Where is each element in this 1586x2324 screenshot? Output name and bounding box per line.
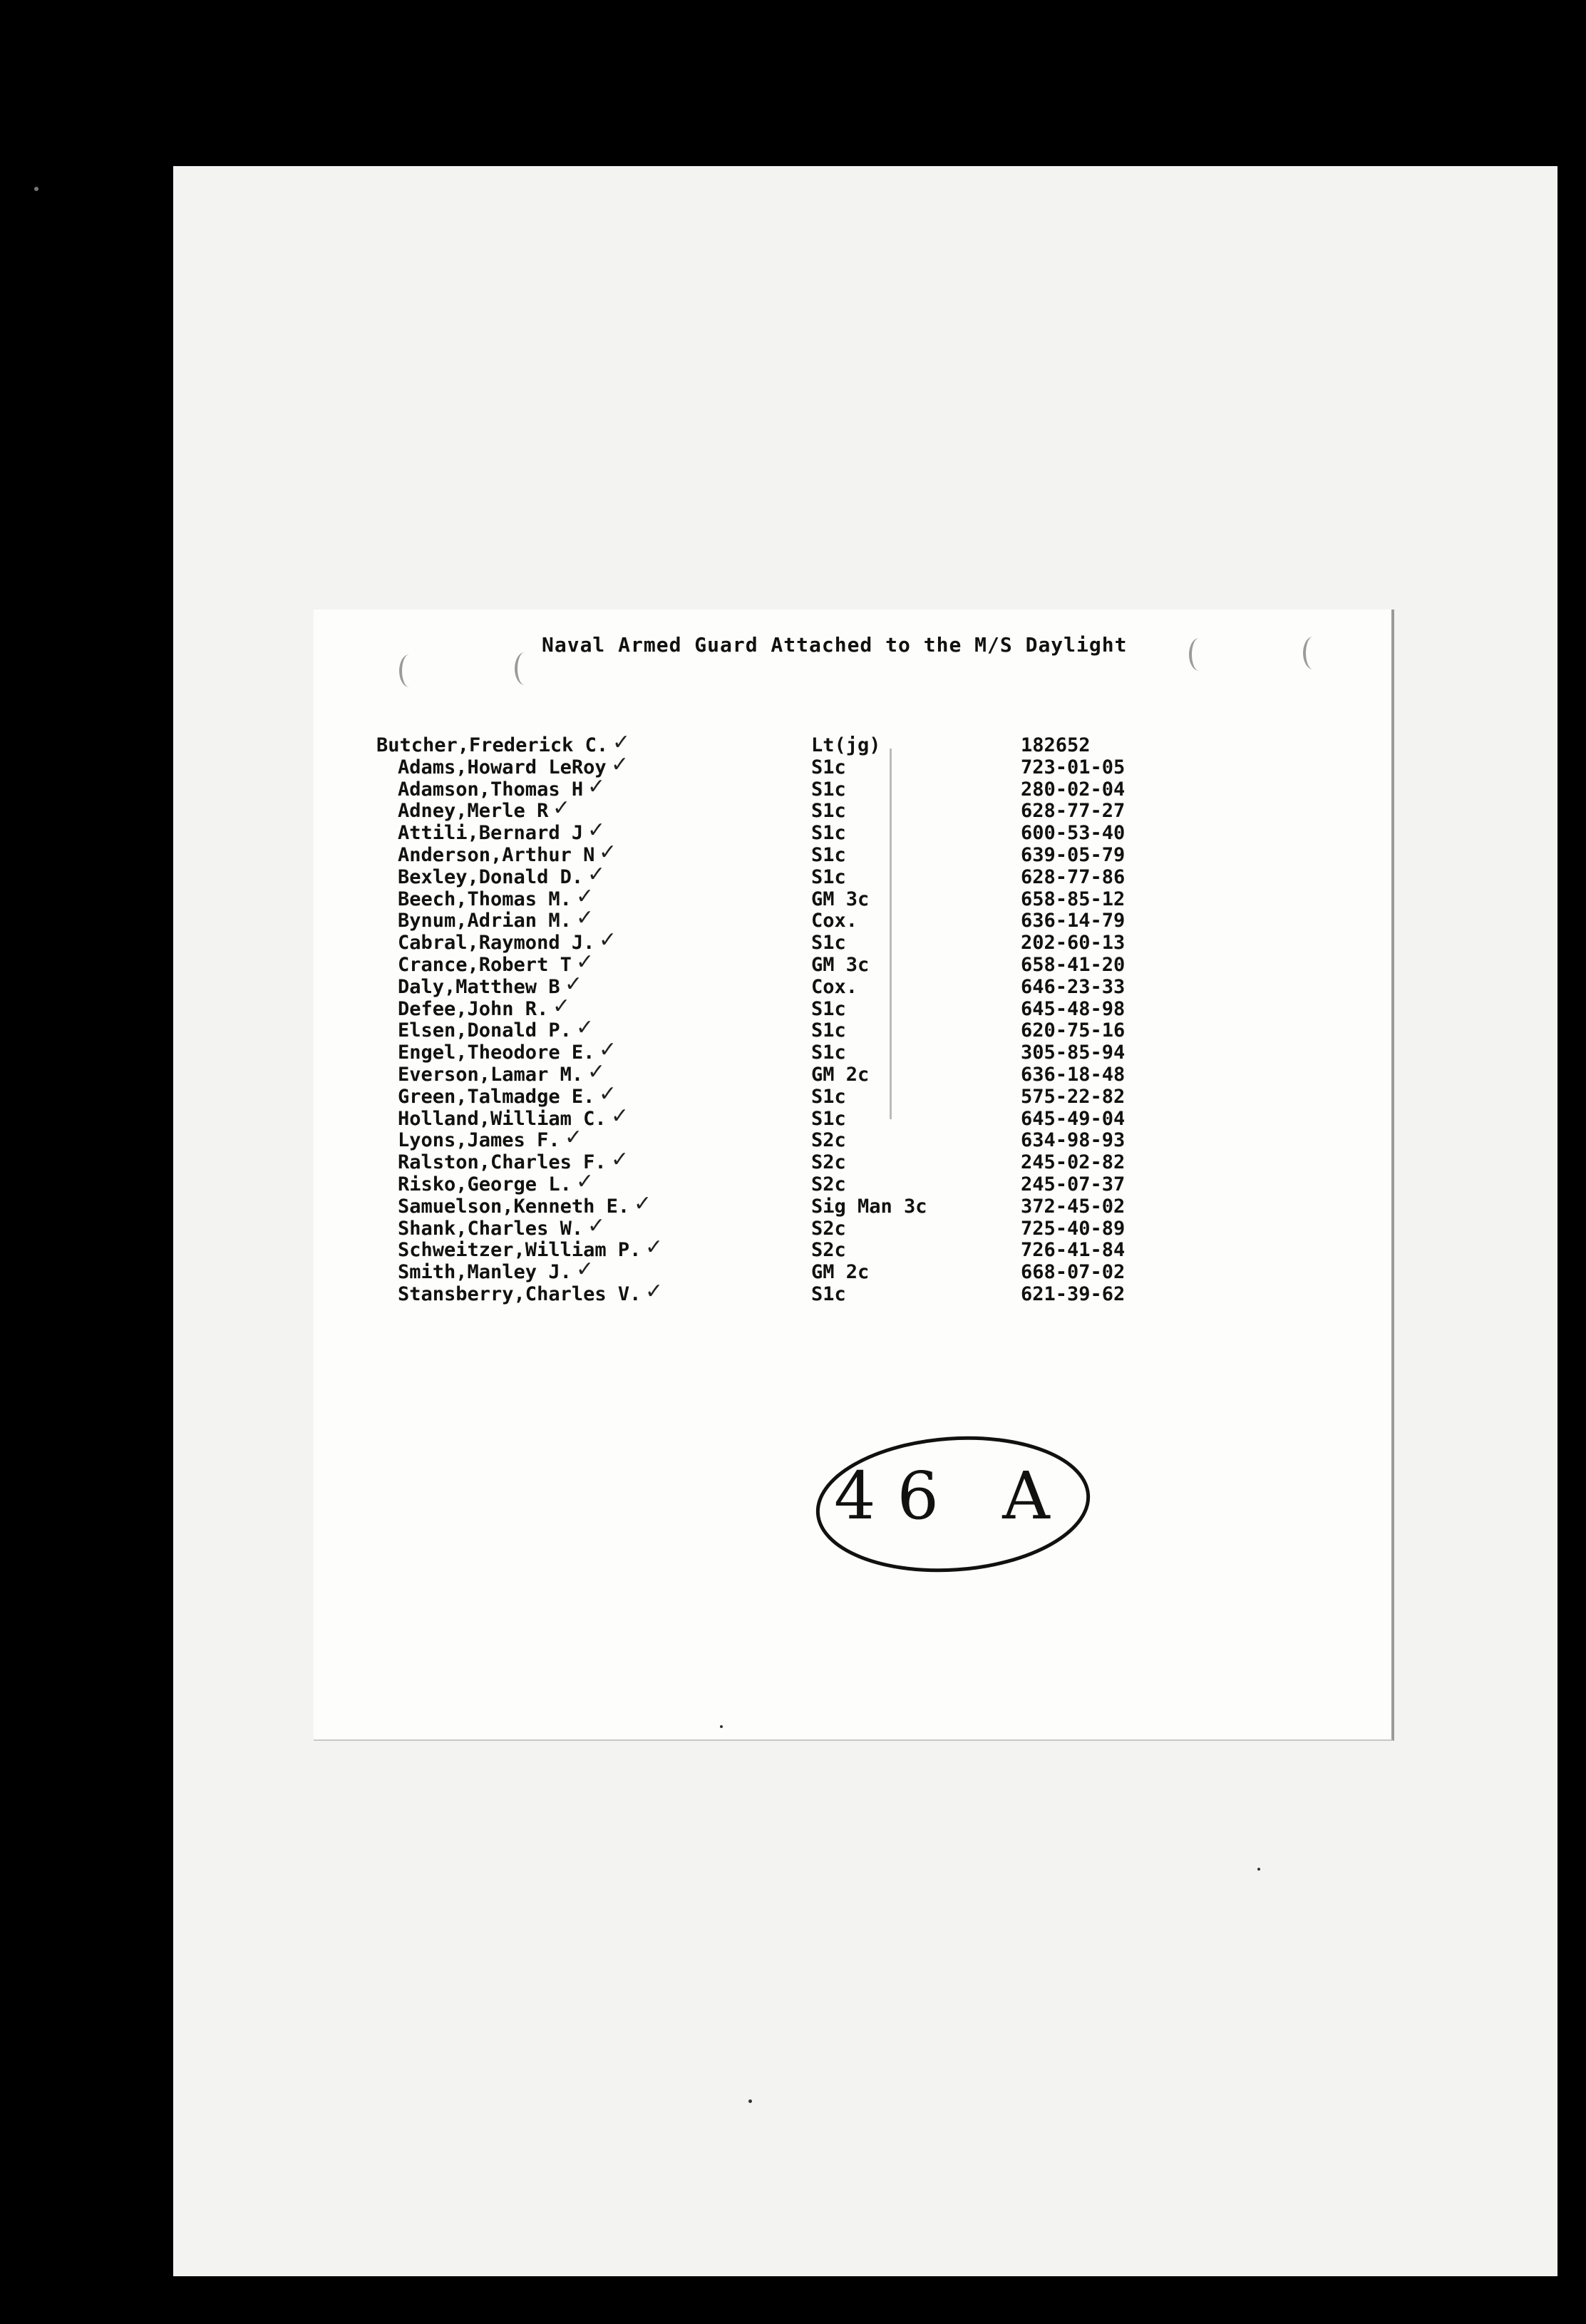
crew-name: Stansberry,Charles V. [398,1282,642,1305]
check-mark-icon: ✓ [576,883,594,909]
check-mark-icon: ✓ [576,1168,594,1194]
crew-rate: S2c [811,1239,846,1262]
punch-hole-mark [399,654,419,687]
crew-service-number: 182652 [1021,734,1091,756]
crew-rate: S1c [811,865,846,888]
crew-rate: GM 3c [811,888,870,910]
crew-rate: Sig Man 3c [811,1195,927,1218]
crew-rate: S1c [811,1042,846,1064]
crew-name: Ralston,Charles F. [398,1151,607,1174]
crew-service-number: 634-98-93 [1021,1129,1126,1152]
check-mark-icon: ✓ [611,751,629,777]
check-mark-icon: ✓ [611,1103,629,1128]
punch-hole-mark [1189,638,1209,671]
crew-rate: S1c [811,756,846,778]
crew-name: Risko,George L. [398,1173,572,1196]
crew-name: Bynum,Adrian M. [398,910,572,932]
crew-rate: S1c [811,822,846,845]
crew-rate: S1c [811,778,846,801]
check-mark-icon: ✓ [565,971,583,997]
crew-name: Butcher,Frederick C. [376,734,609,756]
crew-name: Green,Talmadge E. [398,1085,595,1108]
crew-rate: S2c [811,1217,846,1240]
check-mark-icon: ✓ [634,1191,652,1216]
check-mark-icon: ✓ [599,839,617,865]
check-mark-icon: ✓ [645,1278,664,1304]
crew-service-number: 280-02-04 [1021,778,1126,801]
scan-speck [1257,1868,1260,1871]
crew-name: Schweitzer,William P. [398,1239,642,1262]
check-mark-icon: ✓ [587,1213,606,1238]
crew-name: Everson,Lamar M. [398,1063,584,1086]
check-mark-icon: ✓ [645,1235,664,1260]
crew-rate: S2c [811,1129,846,1152]
check-mark-icon: ✓ [565,1125,583,1151]
scan-speck [748,2099,752,2103]
check-mark-icon: ✓ [611,1147,629,1173]
check-mark-icon: ✓ [576,905,594,931]
crew-rate: GM 2c [811,1063,870,1086]
crew-service-number: 600-53-40 [1021,822,1126,845]
crew-rate: Cox. [811,975,858,998]
crew-name: Beech,Thomas M. [398,888,572,910]
crew-service-number: 726-41-84 [1021,1239,1126,1262]
crew-name: Samuelson,Kenneth E. [398,1195,630,1218]
punch-hole-mark [515,652,535,685]
margin-bracket-mark [880,749,892,1119]
crew-service-number: 636-18-48 [1021,1063,1126,1086]
scan-speck [720,1725,723,1728]
crew-service-number: 636-14-79 [1021,910,1126,932]
crew-rate: S1c [811,1282,846,1305]
crew-service-number: 646-23-33 [1021,975,1126,998]
stamp-label: 46 A [834,1458,1071,1534]
crew-rate: S1c [811,1085,846,1108]
check-mark-icon: ✓ [599,927,617,953]
roster-heading: Naval Armed Guard Attached to the M/S Daylight [542,633,1128,657]
crew-service-number: 639-05-79 [1021,843,1126,866]
crew-service-number: 725-40-89 [1021,1217,1126,1240]
crew-rate: S1c [811,800,846,823]
check-mark-icon: ✓ [576,949,594,975]
crew-service-number: 245-07-37 [1021,1173,1126,1196]
crew-rate: S1c [811,997,846,1020]
crew-rate: GM 3c [811,953,870,976]
crew-name: Crance,Robert T [398,953,572,976]
crew-rate: S1c [811,1107,846,1130]
crew-name: Shank,Charles W. [398,1217,584,1240]
crew-rate: GM 2c [811,1261,870,1284]
crew-service-number: 245-02-82 [1021,1151,1126,1174]
check-mark-icon: ✓ [587,818,606,843]
crew-rate: S1c [811,1019,846,1042]
crew-name: Elsen,Donald P. [398,1019,572,1042]
crew-name: Adams,Howard LeRoy [398,756,607,778]
crew-name: Daly,Matthew B [398,975,560,998]
crew-name: Defee,John R. [398,997,549,1020]
crew-service-number: 668-07-02 [1021,1261,1126,1284]
crew-name: Smith,Manley J. [398,1261,572,1284]
crew-service-number: 202-60-13 [1021,932,1126,955]
crew-name: Lyons,James F. [398,1129,560,1152]
check-mark-icon: ✓ [587,861,606,887]
crew-name: Attili,Bernard J [398,822,584,845]
crew-service-number: 658-41-20 [1021,953,1126,976]
check-mark-icon: ✓ [587,1059,606,1084]
crew-rate: S2c [811,1173,846,1196]
crew-rate: S1c [811,932,846,955]
crew-service-number: 658-85-12 [1021,888,1126,910]
crew-name: Cabral,Raymond J. [398,932,595,955]
crew-service-number: 372-45-02 [1021,1195,1126,1218]
check-mark-icon: ✓ [599,1081,617,1106]
check-mark-icon: ✓ [587,773,606,799]
crew-service-number: 620-75-16 [1021,1019,1126,1042]
crew-rate: S2c [811,1151,846,1174]
crew-service-number: 575-22-82 [1021,1085,1126,1108]
punch-hole-mark [1303,637,1323,669]
crew-service-number: 645-49-04 [1021,1107,1126,1130]
check-mark-icon: ✓ [576,1015,594,1041]
crew-rate: Cox. [811,910,858,932]
check-mark-icon: ✓ [612,730,631,755]
crew-service-number: 628-77-86 [1021,865,1126,888]
crew-service-number: 305-85-94 [1021,1042,1126,1064]
crew-rate: S1c [811,843,846,866]
check-mark-icon: ✓ [552,993,571,1019]
crew-name: Bexley,Donald D. [398,865,584,888]
crew-name: Anderson,Arthur N [398,843,595,866]
crew-name: Holland,William C. [398,1107,607,1130]
crew-service-number: 621-39-62 [1021,1282,1126,1305]
check-mark-icon: ✓ [599,1037,617,1063]
check-mark-icon: ✓ [552,796,571,821]
crew-name: Engel,Theodore E. [398,1042,595,1064]
crew-name: Adney,Merle R [398,800,549,823]
crew-service-number: 723-01-05 [1021,756,1126,778]
crew-service-number: 645-48-98 [1021,997,1126,1020]
crew-name: Adamson,Thomas H [398,778,584,801]
scan-speck [34,187,38,191]
crew-rate: Lt(jg) [811,734,881,756]
crew-service-number: 628-77-27 [1021,800,1126,823]
check-mark-icon: ✓ [576,1257,594,1282]
